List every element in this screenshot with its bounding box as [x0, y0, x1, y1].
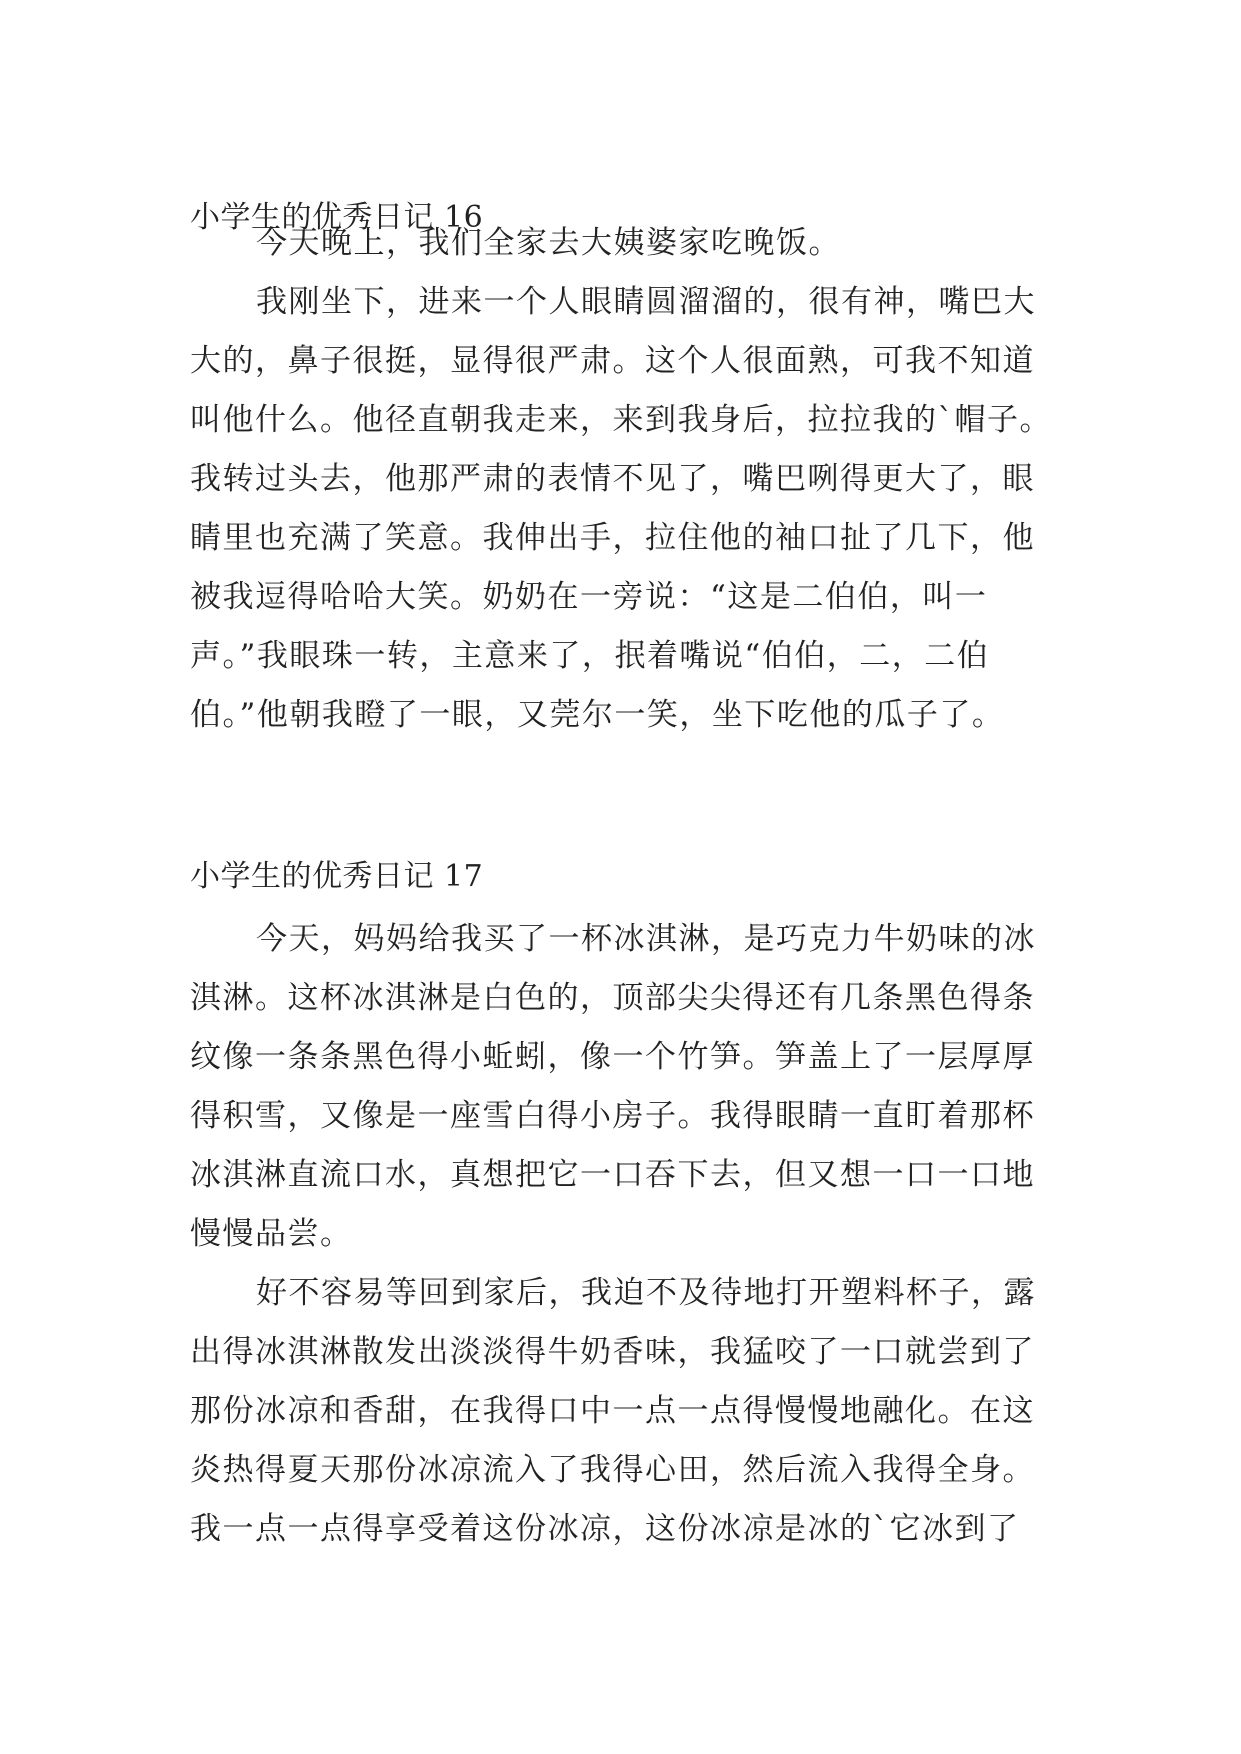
paragraph-line: 我转过头去，他那严肃的表情不见了，嘴巴咧得更大了，眼: [190, 461, 1035, 497]
paragraph-line: 得积雪，又像是一座雪白得小房子。我得眼睛一直盯着那杯: [190, 1098, 1035, 1134]
paragraph-line: 今天，妈妈给我买了一杯冰淇淋，是巧克力牛奶味的冰: [256, 921, 1036, 957]
paragraph-line: 大的，鼻子很挺，显得很严肃。这个人很面熟，可我不知道: [190, 343, 1035, 379]
paragraph-line: 淇淋。这杯冰淇淋是白色的，顶部尖尖得还有几条黑色得条: [190, 980, 1035, 1016]
paragraph-line: 伯。”他朝我瞪了一眼，又莞尔一笑，坐下吃他的瓜子了。: [190, 697, 1005, 733]
paragraph-line: 我刚坐下，进来一个人眼睛圆溜溜的，很有神，嘴巴大: [256, 284, 1036, 320]
paragraph-line: 好不容易等回到家后，我迫不及待地打开塑料杯子，露: [256, 1275, 1036, 1311]
paragraph-line: 纹像一条条黑色得小蚯蚓，像一个竹笋。笋盖上了一层厚厚: [190, 1039, 1035, 1075]
paragraph-line: 睛里也充满了笑意。我伸出手，拉住他的袖口扯了几下，他: [190, 520, 1035, 556]
entry-title: 小学生的优秀日记 16: [190, 200, 484, 235]
entry-body: [190, 910, 1050, 1559]
entry-body: [190, 214, 1050, 745]
paragraph-line: 叫他什么。他径直朝我走来，来到我身后，拉拉我的`帽子。: [190, 402, 1052, 438]
paragraph-line: 慢慢品尝。: [190, 1216, 353, 1252]
paragraph-line: 冰淇淋直流口水，真想把它一口吞下去，但又想一口一口地: [190, 1157, 1035, 1193]
paragraph-line: 今天晚上，我们全家去大姨婆家吃晚饭。: [256, 225, 841, 261]
paragraph-line: 被我逗得哈哈大笑。奶奶在一旁说：“这是二伯伯，叫一: [190, 579, 988, 615]
paragraph-line: 声。”我眼珠一转，主意来了，抿着嘴说“伯伯，二，二伯: [190, 638, 990, 674]
paragraph-line: 我一点一点得享受着这份冰凉，这份冰凉是冰的`它冰到了: [190, 1511, 1020, 1547]
paragraph-line: 炎热得夏天那份冰凉流入了我得心田，然后流入我得全身。: [190, 1452, 1035, 1488]
paragraph-line: 那份冰凉和香甜，在我得口中一点一点得慢慢地融化。在这: [190, 1393, 1035, 1429]
paragraph-line: 出得冰淇淋散发出淡淡得牛奶香味，我猛咬了一口就尝到了: [190, 1334, 1035, 1370]
entry-title: 小学生的优秀日记 17: [190, 859, 484, 894]
